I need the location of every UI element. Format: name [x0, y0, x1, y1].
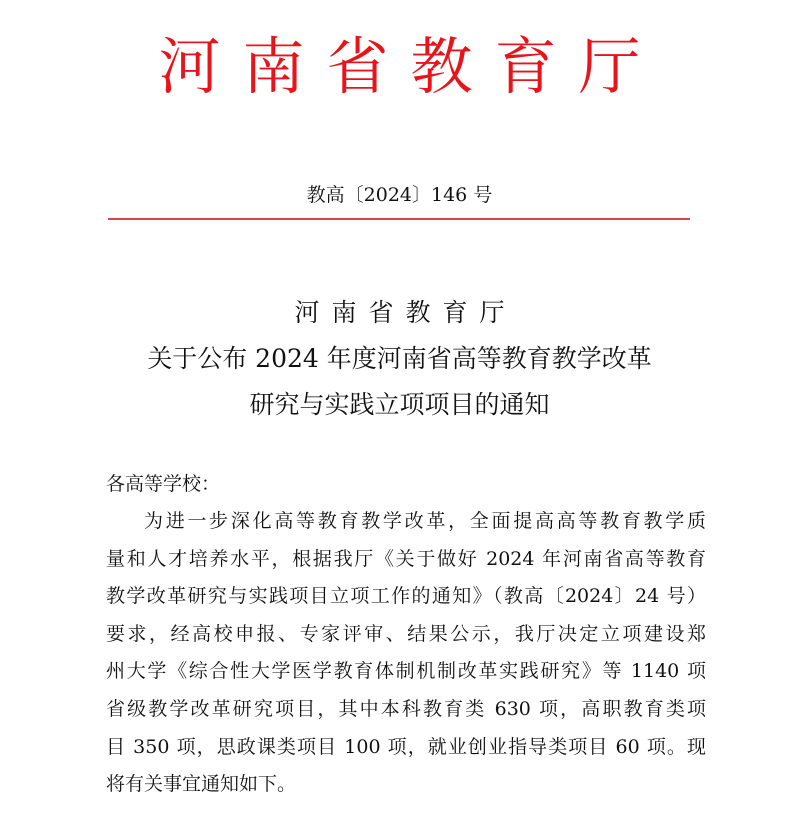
paragraph-line: 将有关事宜通知如下。 — [106, 773, 297, 796]
paragraph-line: 教学改革研究与实践项目立项工作的通知》（教高〔2024〕24 号） — [106, 585, 706, 608]
paragraph-line: 州大学《综合性大学医学教育体制机制改革实践研究》等 1140 项 — [106, 660, 706, 683]
title-line-subject-2: 研究与实践立项项目的通知 — [249, 390, 550, 419]
document-body — [106, 465, 706, 804]
paragraph-line: 要求，经高校申报、专家评审、结果公示，我厅决定立项建设郑 — [106, 622, 706, 645]
letterhead-divider — [108, 218, 690, 220]
paragraph-line: 量和人才培养水平，根据我厅《关于做好 2024 年河南省高等教育 — [106, 547, 706, 570]
paragraph-line: 目 350 项，思政课类项目 100 项，就业创业指导类项目 60 项。现 — [106, 735, 706, 758]
title-line-subject-1: 关于公布 2024 年度河南省高等教育教学改革 — [147, 344, 652, 373]
salutation: 各高等学校： — [106, 473, 221, 495]
agency-letterhead: 河南省教育厅 — [158, 30, 663, 103]
paragraph-line: 省级教学改革研究项目，其中本科教育类 630 项，高职教育类项 — [106, 697, 706, 720]
document-title — [0, 290, 799, 428]
title-line-agency: 河南省教育厅 — [294, 298, 517, 327]
paragraph-line: 为进一步深化高等教育教学改革，全面提高高等教育教学质 — [144, 510, 706, 532]
document-number: 教高〔2024〕146 号 — [306, 184, 493, 206]
